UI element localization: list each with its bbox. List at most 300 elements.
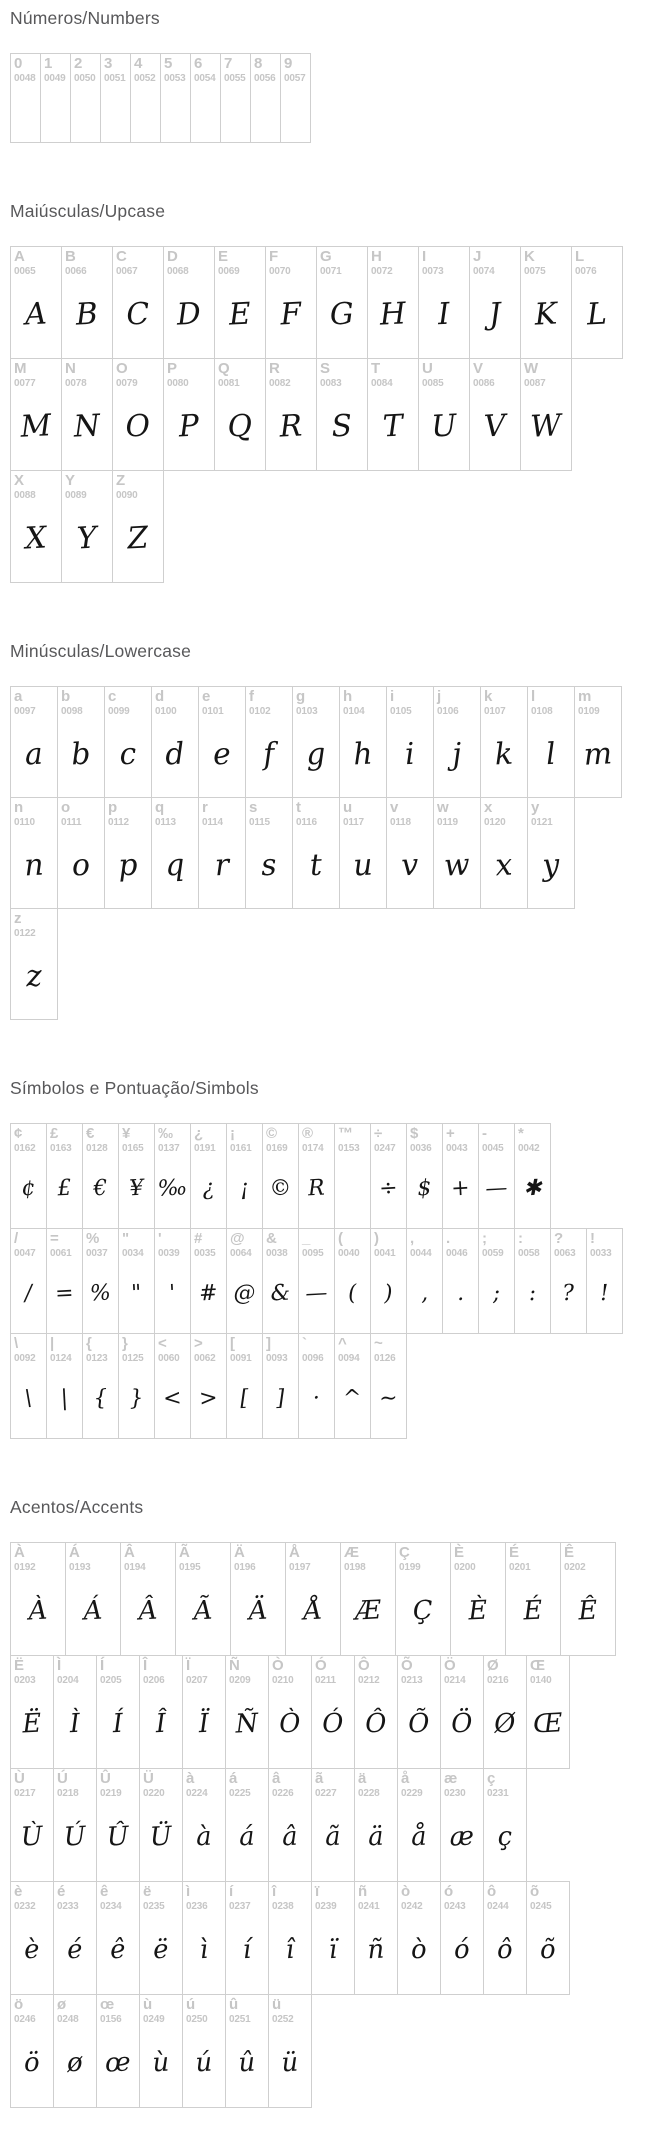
cell-header	[119, 1229, 154, 1259]
cell-unicode-code: 0109	[578, 705, 600, 717]
cell-header	[140, 1882, 182, 1912]
cell-character-label: S	[320, 360, 331, 377]
cell-unicode-code: 0096	[302, 1352, 324, 1364]
cell-unicode-code: 0163	[50, 1142, 72, 1154]
glyph-cell	[154, 1123, 191, 1229]
cell-header	[263, 1334, 298, 1364]
glyph-cell	[100, 53, 131, 143]
cell-character-label: ^	[338, 1335, 347, 1352]
cell-rendered-glyph: t	[308, 846, 323, 883]
cell-unicode-code: 0192	[14, 1561, 36, 1573]
cell-unicode-code: 0054	[194, 72, 216, 84]
cell-unicode-code: 0086	[473, 377, 495, 389]
cell-rendered-glyph: k	[493, 735, 514, 772]
cell-header	[11, 1995, 53, 2025]
cell-rendered-glyph: â	[281, 1821, 299, 1853]
cell-rendered-glyph: O	[124, 408, 152, 445]
cell-header	[443, 1124, 478, 1154]
cell-unicode-code: 0118	[390, 816, 411, 828]
cell-unicode-code: 0104	[343, 705, 365, 717]
cell-character-label: È	[454, 1544, 465, 1561]
cell-character-label: L	[575, 248, 585, 265]
glyph-cell	[440, 1768, 484, 1882]
cell-character-label: e	[202, 688, 211, 705]
cell-character-label: Î	[143, 1657, 148, 1674]
section-uppercase	[10, 201, 661, 583]
glyph-table	[10, 246, 661, 583]
cell-rendered-glyph: K	[533, 296, 558, 333]
cell-character-label: Ê	[564, 1544, 575, 1561]
cell-header	[407, 1124, 442, 1154]
glyph-cell	[57, 686, 105, 798]
cell-character-label: Ù	[14, 1770, 25, 1787]
cell-rendered-glyph: e	[212, 735, 232, 772]
cell-rendered-glyph: s	[260, 846, 278, 883]
cell-rendered-glyph	[189, 83, 221, 143]
glyph-cell	[268, 1881, 312, 1995]
cell-character-label: \	[14, 1335, 19, 1352]
cell-rendered-glyph: ø	[66, 2047, 84, 2079]
cell-header	[263, 1124, 298, 1154]
cell-character-label: Ö	[444, 1657, 456, 1674]
glyph-cell	[53, 1655, 97, 1769]
glyph-cell	[262, 1123, 299, 1229]
cell-header	[572, 247, 622, 277]
glyph-row	[10, 686, 661, 798]
glyph-cell	[82, 1333, 119, 1439]
cell-header	[451, 1543, 505, 1573]
cell-character-label: T	[371, 360, 381, 377]
cell-unicode-code: 0169	[266, 1142, 288, 1154]
cell-character-label: œ	[100, 1996, 115, 2013]
cell-header	[54, 1656, 96, 1686]
cell-rendered-glyph: Á	[82, 1595, 104, 1627]
glyph-cell	[386, 797, 434, 909]
cell-unicode-code: 0140	[530, 1674, 552, 1686]
cell-rendered-glyph: ‰	[156, 1174, 188, 1202]
cell-rendered-glyph: l	[545, 736, 557, 772]
cell-rendered-glyph: u	[352, 846, 374, 883]
cell-rendered-glyph: å	[410, 1821, 428, 1853]
cell-header	[11, 1543, 65, 1573]
cell-character-label: Ì	[57, 1657, 62, 1674]
cell-character-label: >	[194, 1335, 203, 1352]
cell-character-label: ø	[57, 1996, 67, 2013]
cell-unicode-code: 0101	[202, 705, 224, 717]
cell-character-label: ú	[186, 1996, 196, 2013]
glyph-row	[10, 358, 661, 471]
glyph-cell	[53, 1881, 97, 1995]
cell-character-label: a	[14, 688, 23, 705]
glyph-cell	[483, 1655, 527, 1769]
cell-header	[41, 54, 70, 84]
glyph-cell	[10, 1994, 54, 2108]
cell-unicode-code: 0063	[554, 1247, 576, 1259]
cell-character-label: n	[14, 799, 24, 816]
glyph-cell	[298, 1228, 335, 1334]
cell-rendered-glyph: Ê	[577, 1595, 599, 1627]
cell-character-label: Ë	[14, 1657, 25, 1674]
cell-rendered-glyph: ç	[496, 1821, 513, 1853]
glyph-cell	[433, 686, 481, 798]
cell-character-label: H	[371, 248, 382, 265]
glyph-row	[10, 1994, 661, 2108]
glyph-table	[10, 686, 661, 1020]
glyph-cell	[440, 1881, 484, 1995]
cell-rendered-glyph: N	[72, 408, 101, 445]
glyph-cell	[442, 1228, 479, 1334]
cell-header	[113, 359, 163, 389]
cell-unicode-code: 0065	[14, 265, 36, 277]
cell-unicode-code: 0035	[194, 1247, 216, 1259]
cell-header	[105, 798, 151, 828]
glyph-cell	[298, 1123, 335, 1229]
cell-unicode-code: 0156	[100, 2013, 122, 2025]
cell-unicode-code: 0125	[122, 1352, 144, 1364]
glyph-cell	[190, 1228, 227, 1334]
cell-header	[11, 1124, 46, 1154]
glyph-table	[10, 53, 661, 143]
cell-rendered-glyph: G	[328, 296, 355, 333]
cell-unicode-code: 0099	[108, 705, 130, 717]
cell-unicode-code: 0124	[50, 1352, 72, 1364]
cell-header	[221, 54, 250, 84]
cell-unicode-code: 0209	[229, 1674, 251, 1686]
cell-unicode-code: 0071	[320, 265, 342, 277]
cell-rendered-glyph: ê	[109, 1934, 127, 1966]
cell-unicode-code: 0105	[390, 705, 412, 717]
glyph-cell	[520, 358, 572, 471]
glyph-row	[10, 246, 661, 359]
cell-rendered-glyph: Z	[126, 520, 150, 557]
cell-unicode-code: 0048	[14, 72, 36, 84]
cell-header	[164, 359, 214, 389]
cell-header	[54, 1995, 96, 2025]
cell-header	[470, 359, 520, 389]
cell-rendered-glyph	[129, 83, 161, 143]
cell-header	[368, 247, 418, 277]
glyph-row	[10, 908, 661, 1020]
cell-character-label: Œ	[530, 1657, 545, 1674]
cell-unicode-code: 0076	[575, 265, 597, 277]
cell-header	[191, 1334, 226, 1364]
cell-rendered-glyph: [	[239, 1385, 250, 1411]
cell-rendered-glyph: F	[279, 296, 303, 333]
cell-rendered-glyph: ë	[152, 1934, 170, 1966]
cell-header	[231, 1543, 285, 1573]
cell-character-label: á	[229, 1770, 238, 1787]
cell-character-label: ê	[100, 1883, 109, 1900]
cell-header	[246, 687, 292, 717]
cell-unicode-code: 0103	[296, 705, 318, 717]
cell-character-label: €	[86, 1125, 95, 1142]
cell-unicode-code: 0228	[358, 1787, 380, 1799]
cell-header	[152, 687, 198, 717]
cell-rendered-glyph: ;	[491, 1280, 501, 1306]
glyph-cell	[316, 358, 368, 471]
cell-character-label: 4	[134, 55, 143, 72]
cell-unicode-code: 0057	[284, 72, 306, 84]
cell-header	[97, 1882, 139, 1912]
cell-unicode-code: 0122	[14, 927, 36, 939]
cell-unicode-code: 0200	[454, 1561, 476, 1573]
cell-rendered-glyph: Ô	[364, 1708, 388, 1740]
cell-unicode-code: 0090	[116, 489, 138, 501]
cell-character-label: #	[194, 1230, 203, 1247]
glyph-cell	[397, 1768, 441, 1882]
glyph-cell	[262, 1333, 299, 1439]
cell-header	[54, 1769, 96, 1799]
cell-header	[515, 1229, 550, 1259]
cell-character-label: :	[518, 1230, 523, 1247]
glyph-cell	[480, 797, 528, 909]
cell-rendered-glyph: V	[483, 408, 507, 445]
cell-unicode-code: 0073	[422, 265, 444, 277]
cell-unicode-code: 0114	[202, 816, 223, 828]
glyph-cell	[550, 1228, 587, 1334]
cell-character-label: ù	[143, 1996, 153, 2013]
glyph-cell	[520, 246, 572, 359]
glyph-cell	[104, 797, 152, 909]
cell-unicode-code: 0049	[44, 72, 66, 84]
cell-character-label: À	[14, 1544, 25, 1561]
cell-character-label: à	[186, 1770, 195, 1787]
cell-character-label: A	[14, 248, 25, 265]
cell-rendered-glyph: "	[130, 1280, 143, 1306]
cell-unicode-code: 0210	[272, 1674, 294, 1686]
cell-unicode-code: 0212	[358, 1674, 380, 1686]
cell-character-label: "	[122, 1230, 130, 1247]
cell-header	[226, 1882, 268, 1912]
section-title: Acentos/Accents	[10, 1497, 144, 1517]
cell-unicode-code: 0213	[401, 1674, 423, 1686]
cell-character-label: E	[218, 248, 229, 265]
cell-header	[441, 1769, 483, 1799]
cell-header	[183, 1995, 225, 2025]
glyph-cell	[560, 1542, 616, 1656]
cell-rendered-glyph: ã	[324, 1821, 342, 1853]
cell-header	[527, 1656, 569, 1686]
cell-header	[62, 359, 112, 389]
cell-rendered-glyph: Î	[154, 1708, 167, 1740]
cell-character-label: ï	[315, 1883, 320, 1900]
glyph-cell	[10, 686, 58, 798]
glyph-row	[10, 53, 661, 143]
glyph-cell	[397, 1655, 441, 1769]
glyph-cell	[175, 1542, 231, 1656]
cell-rendered-glyph: ò	[410, 1934, 428, 1966]
cell-character-label: Ä	[234, 1544, 245, 1561]
cell-rendered-glyph: J	[487, 296, 502, 333]
glyph-cell	[10, 1123, 47, 1229]
cell-unicode-code: 0230	[444, 1787, 466, 1799]
glyph-cell	[61, 358, 113, 471]
cell-rendered-glyph: C	[125, 296, 151, 333]
cell-character-label: Â	[124, 1544, 135, 1561]
cell-header	[443, 1229, 478, 1259]
cell-character-label: @	[230, 1230, 245, 1247]
glyph-cell	[220, 53, 251, 143]
cell-character-label: v	[390, 799, 399, 816]
glyph-cell	[527, 797, 575, 909]
cell-header	[176, 1543, 230, 1573]
cell-rendered-glyph: É	[522, 1595, 544, 1627]
glyph-cell	[139, 1655, 183, 1769]
cell-character-label: o	[61, 799, 71, 816]
cell-rendered-glyph: À	[27, 1595, 49, 1627]
cell-header	[269, 1769, 311, 1799]
cell-character-label: ÷	[374, 1125, 383, 1142]
cell-header	[191, 54, 220, 84]
cell-unicode-code: 0078	[65, 377, 87, 389]
cell-character-label: ,	[410, 1230, 415, 1247]
cell-unicode-code: 0246	[14, 2013, 36, 2025]
cell-rendered-glyph: Ë	[21, 1708, 43, 1740]
cell-header	[407, 1229, 442, 1259]
cell-unicode-code: 0062	[194, 1352, 216, 1364]
cell-rendered-glyph: W	[529, 407, 563, 445]
glyph-cell	[478, 1123, 515, 1229]
cell-character-label: è	[14, 1883, 23, 1900]
glyph-cell	[280, 53, 311, 143]
cell-character-label: <	[158, 1335, 167, 1352]
cell-header	[317, 359, 367, 389]
cell-header	[387, 798, 433, 828]
cell-rendered-glyph: D	[175, 296, 202, 333]
cell-rendered-glyph: ¢	[20, 1174, 36, 1201]
glyph-cell	[483, 1881, 527, 1995]
glyph-cell	[65, 1542, 121, 1656]
cell-rendered-glyph: d	[164, 735, 186, 772]
glyph-cell	[10, 1542, 66, 1656]
cell-rendered-glyph: Í	[111, 1708, 124, 1740]
cell-character-label: Æ	[344, 1544, 359, 1561]
cell-unicode-code: 0218	[57, 1787, 79, 1799]
cell-character-label: ‰	[158, 1125, 173, 1142]
cell-rendered-glyph: ÷	[378, 1174, 399, 1201]
cell-header	[97, 1995, 139, 2025]
cell-unicode-code: 0226	[272, 1787, 294, 1799]
cell-header	[481, 798, 527, 828]
section-title: Números/Numbers	[10, 8, 160, 28]
cell-unicode-code: 0059	[482, 1247, 504, 1259]
cell-header	[83, 1334, 118, 1364]
cell-character-label: K	[524, 248, 535, 265]
cell-rendered-glyph: /	[23, 1280, 33, 1306]
cell-header	[199, 798, 245, 828]
cell-header	[335, 1124, 370, 1154]
cell-unicode-code: 0084	[371, 377, 393, 389]
cell-rendered-glyph: Õ	[407, 1708, 431, 1740]
glyph-cell	[226, 1123, 263, 1229]
glyph-row	[10, 1768, 661, 1882]
cell-unicode-code: 0037	[86, 1247, 108, 1259]
cell-rendered-glyph: ¿	[201, 1174, 215, 1201]
cell-unicode-code: 0094	[338, 1352, 360, 1364]
cell-character-label: ä	[358, 1770, 367, 1787]
cell-header	[183, 1656, 225, 1686]
cell-rendered-glyph: #	[198, 1279, 219, 1306]
cell-unicode-code: 0046	[446, 1247, 468, 1259]
glyph-cell	[120, 1542, 176, 1656]
glyph-cell	[118, 1333, 155, 1439]
cell-unicode-code: 0195	[179, 1561, 201, 1573]
cell-character-label: +	[446, 1125, 455, 1142]
glyph-cell	[395, 1542, 451, 1656]
cell-character-label: í	[229, 1883, 234, 1900]
glyph-cell	[130, 53, 161, 143]
cell-unicode-code: 0039	[158, 1247, 180, 1259]
glyph-cell	[198, 797, 246, 909]
cell-header	[419, 359, 469, 389]
cell-header	[528, 687, 574, 717]
cell-rendered-glyph: ï	[327, 1934, 338, 1965]
cell-rendered-glyph: Ì	[68, 1708, 81, 1740]
glyph-cell	[586, 1228, 623, 1334]
cell-rendered-glyph: ó	[453, 1934, 471, 1966]
cell-rendered-glyph	[39, 83, 71, 143]
cell-rendered-glyph: %	[89, 1279, 112, 1306]
cell-rendered-glyph: ?	[561, 1279, 575, 1306]
cell-header	[281, 54, 310, 84]
cell-character-label: l	[531, 688, 536, 705]
glyph-cell	[370, 1228, 407, 1334]
cell-character-label: é	[57, 1883, 66, 1900]
cell-unicode-code: 0089	[65, 489, 87, 501]
glyph-cell	[440, 1655, 484, 1769]
cell-character-label: 9	[284, 55, 293, 72]
cell-header	[527, 1882, 569, 1912]
cell-rendered-glyph: U	[430, 408, 458, 445]
cell-rendered-glyph: á	[238, 1821, 256, 1853]
glyph-cell	[118, 1228, 155, 1334]
glyph-cell	[311, 1655, 355, 1769]
cell-header	[227, 1334, 262, 1364]
glyph-cell	[480, 686, 528, 798]
cell-header	[293, 687, 339, 717]
cell-rendered-glyph: m	[582, 735, 613, 772]
glyph-cell	[160, 53, 191, 143]
glyph-cell	[214, 358, 266, 471]
cell-unicode-code: 0095	[302, 1247, 324, 1259]
cell-rendered-glyph: (	[347, 1280, 358, 1306]
cell-unicode-code: 0077	[14, 377, 36, 389]
cell-character-label: W	[524, 360, 539, 377]
cell-character-label: G	[320, 248, 332, 265]
cell-header	[441, 1656, 483, 1686]
cell-character-label: ó	[444, 1883, 454, 1900]
section-title: Minúsculas/Lowercase	[10, 641, 192, 661]
cell-unicode-code: 0120	[484, 816, 506, 828]
cell-rendered-glyph: û	[237, 2047, 256, 2079]
cell-character-label: J	[473, 248, 482, 265]
cell-header	[470, 247, 520, 277]
cell-unicode-code: 0243	[444, 1900, 466, 1912]
cell-header	[371, 1229, 406, 1259]
cell-unicode-code: 0199	[399, 1561, 421, 1573]
cell-unicode-code: 0070	[269, 265, 291, 277]
cell-rendered-glyph: o	[70, 846, 91, 883]
cell-header	[368, 359, 418, 389]
cell-header	[561, 1543, 615, 1573]
cell-rendered-glyph: Ù	[20, 1821, 44, 1853]
glyph-cell	[442, 1123, 479, 1229]
glyph-cell	[96, 1881, 140, 1995]
cell-header	[521, 359, 571, 389]
cell-rendered-glyph: È	[467, 1595, 489, 1627]
glyph-cell	[354, 1655, 398, 1769]
cell-rendered-glyph: c	[118, 735, 138, 772]
